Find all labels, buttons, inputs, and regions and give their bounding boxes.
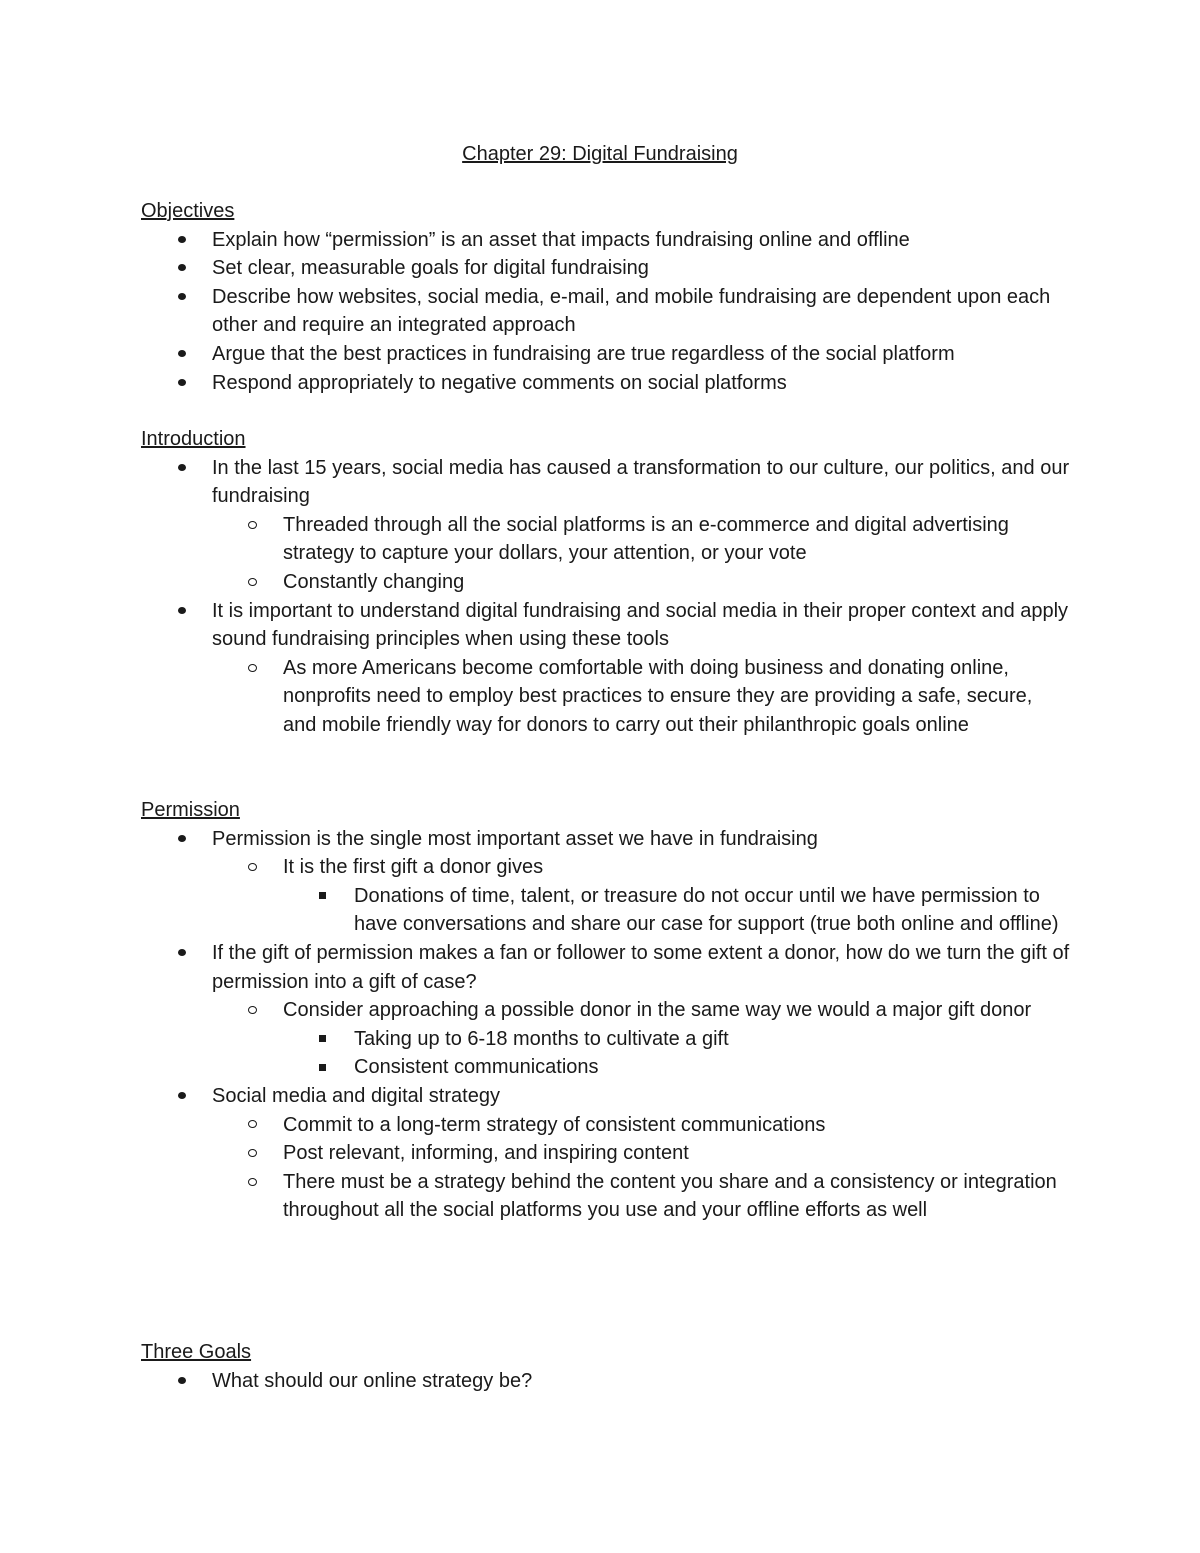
list-item-text: Threaded through all the social platforms is an e-commerce and digital advertising strategy to capture your dollars, your attention, or your vote xyxy=(283,513,1009,565)
bullet-ring-icon xyxy=(248,1111,257,1140)
list-item xyxy=(283,1025,1071,1054)
bullet-square-icon xyxy=(319,1025,326,1054)
list-item-text: Consider approaching a possible donor in the same way we would a major gift donor xyxy=(283,999,1032,1022)
list-item-text: Set clear, measurable goals for digital fundraising xyxy=(212,257,649,280)
list-item-text: Commit to a long-term strategy of consistent communications xyxy=(283,1113,826,1136)
list-item xyxy=(212,996,1071,1082)
list-item-text: As more Americans become comfortable with doing business and donating online, nonprofits need to employ best practices to ensure they are providing a safe, secure, and mobile friendly way for donors to carry out their philanthropic goals online xyxy=(283,656,1033,736)
list-item xyxy=(141,939,1071,1082)
bullet-dot-icon xyxy=(178,226,186,255)
section-objectives xyxy=(141,197,1071,397)
list-item-text: It is important to understand digital fundraising and social media in their proper context and apply sound fundraising principles when using these tools xyxy=(212,599,1069,651)
objectives-list xyxy=(141,226,1071,398)
sub-list xyxy=(212,853,1071,939)
list-item-text: Consistent communications xyxy=(354,1056,599,1079)
list-item-text: There must be a strategy behind the content you share and a consistency or integration throughout all the social platforms you use and your offline efforts as well xyxy=(283,1170,1057,1222)
page-title-text: Chapter 29: Digital Fundraising xyxy=(462,143,738,165)
list-item xyxy=(141,340,1071,369)
list-item xyxy=(283,882,1071,939)
section-heading-permission: Permission xyxy=(141,799,240,821)
bullet-dot-icon xyxy=(178,825,186,854)
list-item xyxy=(141,226,1071,255)
list-item xyxy=(212,654,1071,740)
bullet-ring-icon xyxy=(248,853,257,882)
bullet-ring-icon xyxy=(248,654,257,683)
bullet-dot-icon xyxy=(178,1367,186,1396)
list-item-text: Social media and digital strategy xyxy=(212,1084,500,1107)
introduction-list xyxy=(141,454,1071,740)
list-item xyxy=(141,1367,1071,1396)
section-heading-introduction: Introduction xyxy=(141,428,246,450)
list-item xyxy=(212,1111,1071,1140)
list-item xyxy=(212,511,1071,568)
list-item-text: Respond appropriately to negative comments on social platforms xyxy=(212,371,787,394)
bullet-dot-icon xyxy=(178,340,186,369)
bullet-dot-icon xyxy=(178,254,186,283)
bullet-dot-icon xyxy=(178,369,186,398)
section-three-goals xyxy=(141,1338,1071,1395)
bullet-dot-icon xyxy=(178,939,186,968)
list-item-text: Post relevant, informing, and inspiring content xyxy=(283,1142,689,1165)
list-item xyxy=(212,853,1071,939)
bullet-square-icon xyxy=(319,882,326,911)
list-item xyxy=(212,1139,1071,1168)
list-item xyxy=(141,825,1071,939)
list-item-text: What should our online strategy be? xyxy=(212,1369,533,1392)
sub-sub-list xyxy=(283,1025,1071,1082)
list-item-text: In the last 15 years, social media has caused a transformation to our culture, our politics, and our fundraising xyxy=(212,456,1070,508)
sub-sub-list xyxy=(283,882,1071,939)
sub-list xyxy=(212,1111,1071,1225)
bullet-dot-icon xyxy=(178,1082,186,1111)
three-goals-list xyxy=(141,1367,1071,1396)
bullet-ring-icon xyxy=(248,511,257,540)
bullet-ring-icon xyxy=(248,568,257,597)
permission-list xyxy=(141,825,1071,1225)
list-item xyxy=(141,283,1071,340)
bullet-square-icon xyxy=(319,1053,326,1082)
list-item-text: If the gift of permission makes a fan or follower to some extent a donor, how do we turn the gift of permission into a gift of case? xyxy=(212,941,1070,993)
list-item xyxy=(141,1082,1071,1225)
list-item xyxy=(212,568,1071,597)
list-item xyxy=(283,1053,1071,1082)
list-item-text: Argue that the best practices in fundraising are true regardless of the social platform xyxy=(212,342,955,365)
bullet-ring-icon xyxy=(248,996,257,1025)
sub-list xyxy=(212,654,1071,740)
list-item-text: It is the first gift a donor gives xyxy=(283,856,544,879)
list-item-text: Explain how “permission” is an asset that impacts fundraising online and offline xyxy=(212,228,910,251)
section-permission xyxy=(141,796,1071,1225)
list-item-text: Donations of time, talent, or treasure do not occur until we have permission to have conversations and share our case for support (true both online and offline) xyxy=(354,884,1059,936)
list-item-text: Describe how websites, social media, e-mail, and mobile fundraising are dependent upon each other and require an integrated approach xyxy=(212,285,1051,337)
list-item xyxy=(212,1168,1071,1225)
sub-list xyxy=(212,511,1071,597)
list-item-text: Permission is the single most important asset we have in fundraising xyxy=(212,827,818,850)
section-heading-three-goals: Three Goals xyxy=(141,1341,252,1363)
list-item xyxy=(141,454,1071,597)
bullet-dot-icon xyxy=(178,597,186,626)
section-introduction xyxy=(141,425,1071,740)
list-item-text: Taking up to 6-18 months to cultivate a gift xyxy=(354,1027,729,1050)
bullet-dot-icon xyxy=(178,283,186,312)
list-item-text: Constantly changing xyxy=(283,570,465,593)
sub-list xyxy=(212,996,1071,1082)
page-title xyxy=(0,140,1200,168)
list-item xyxy=(141,254,1071,283)
section-heading-objectives: Objectives xyxy=(141,200,235,222)
bullet-ring-icon xyxy=(248,1168,257,1197)
bullet-ring-icon xyxy=(248,1139,257,1168)
list-item xyxy=(141,369,1071,398)
list-item xyxy=(141,597,1071,740)
bullet-dot-icon xyxy=(178,454,186,483)
